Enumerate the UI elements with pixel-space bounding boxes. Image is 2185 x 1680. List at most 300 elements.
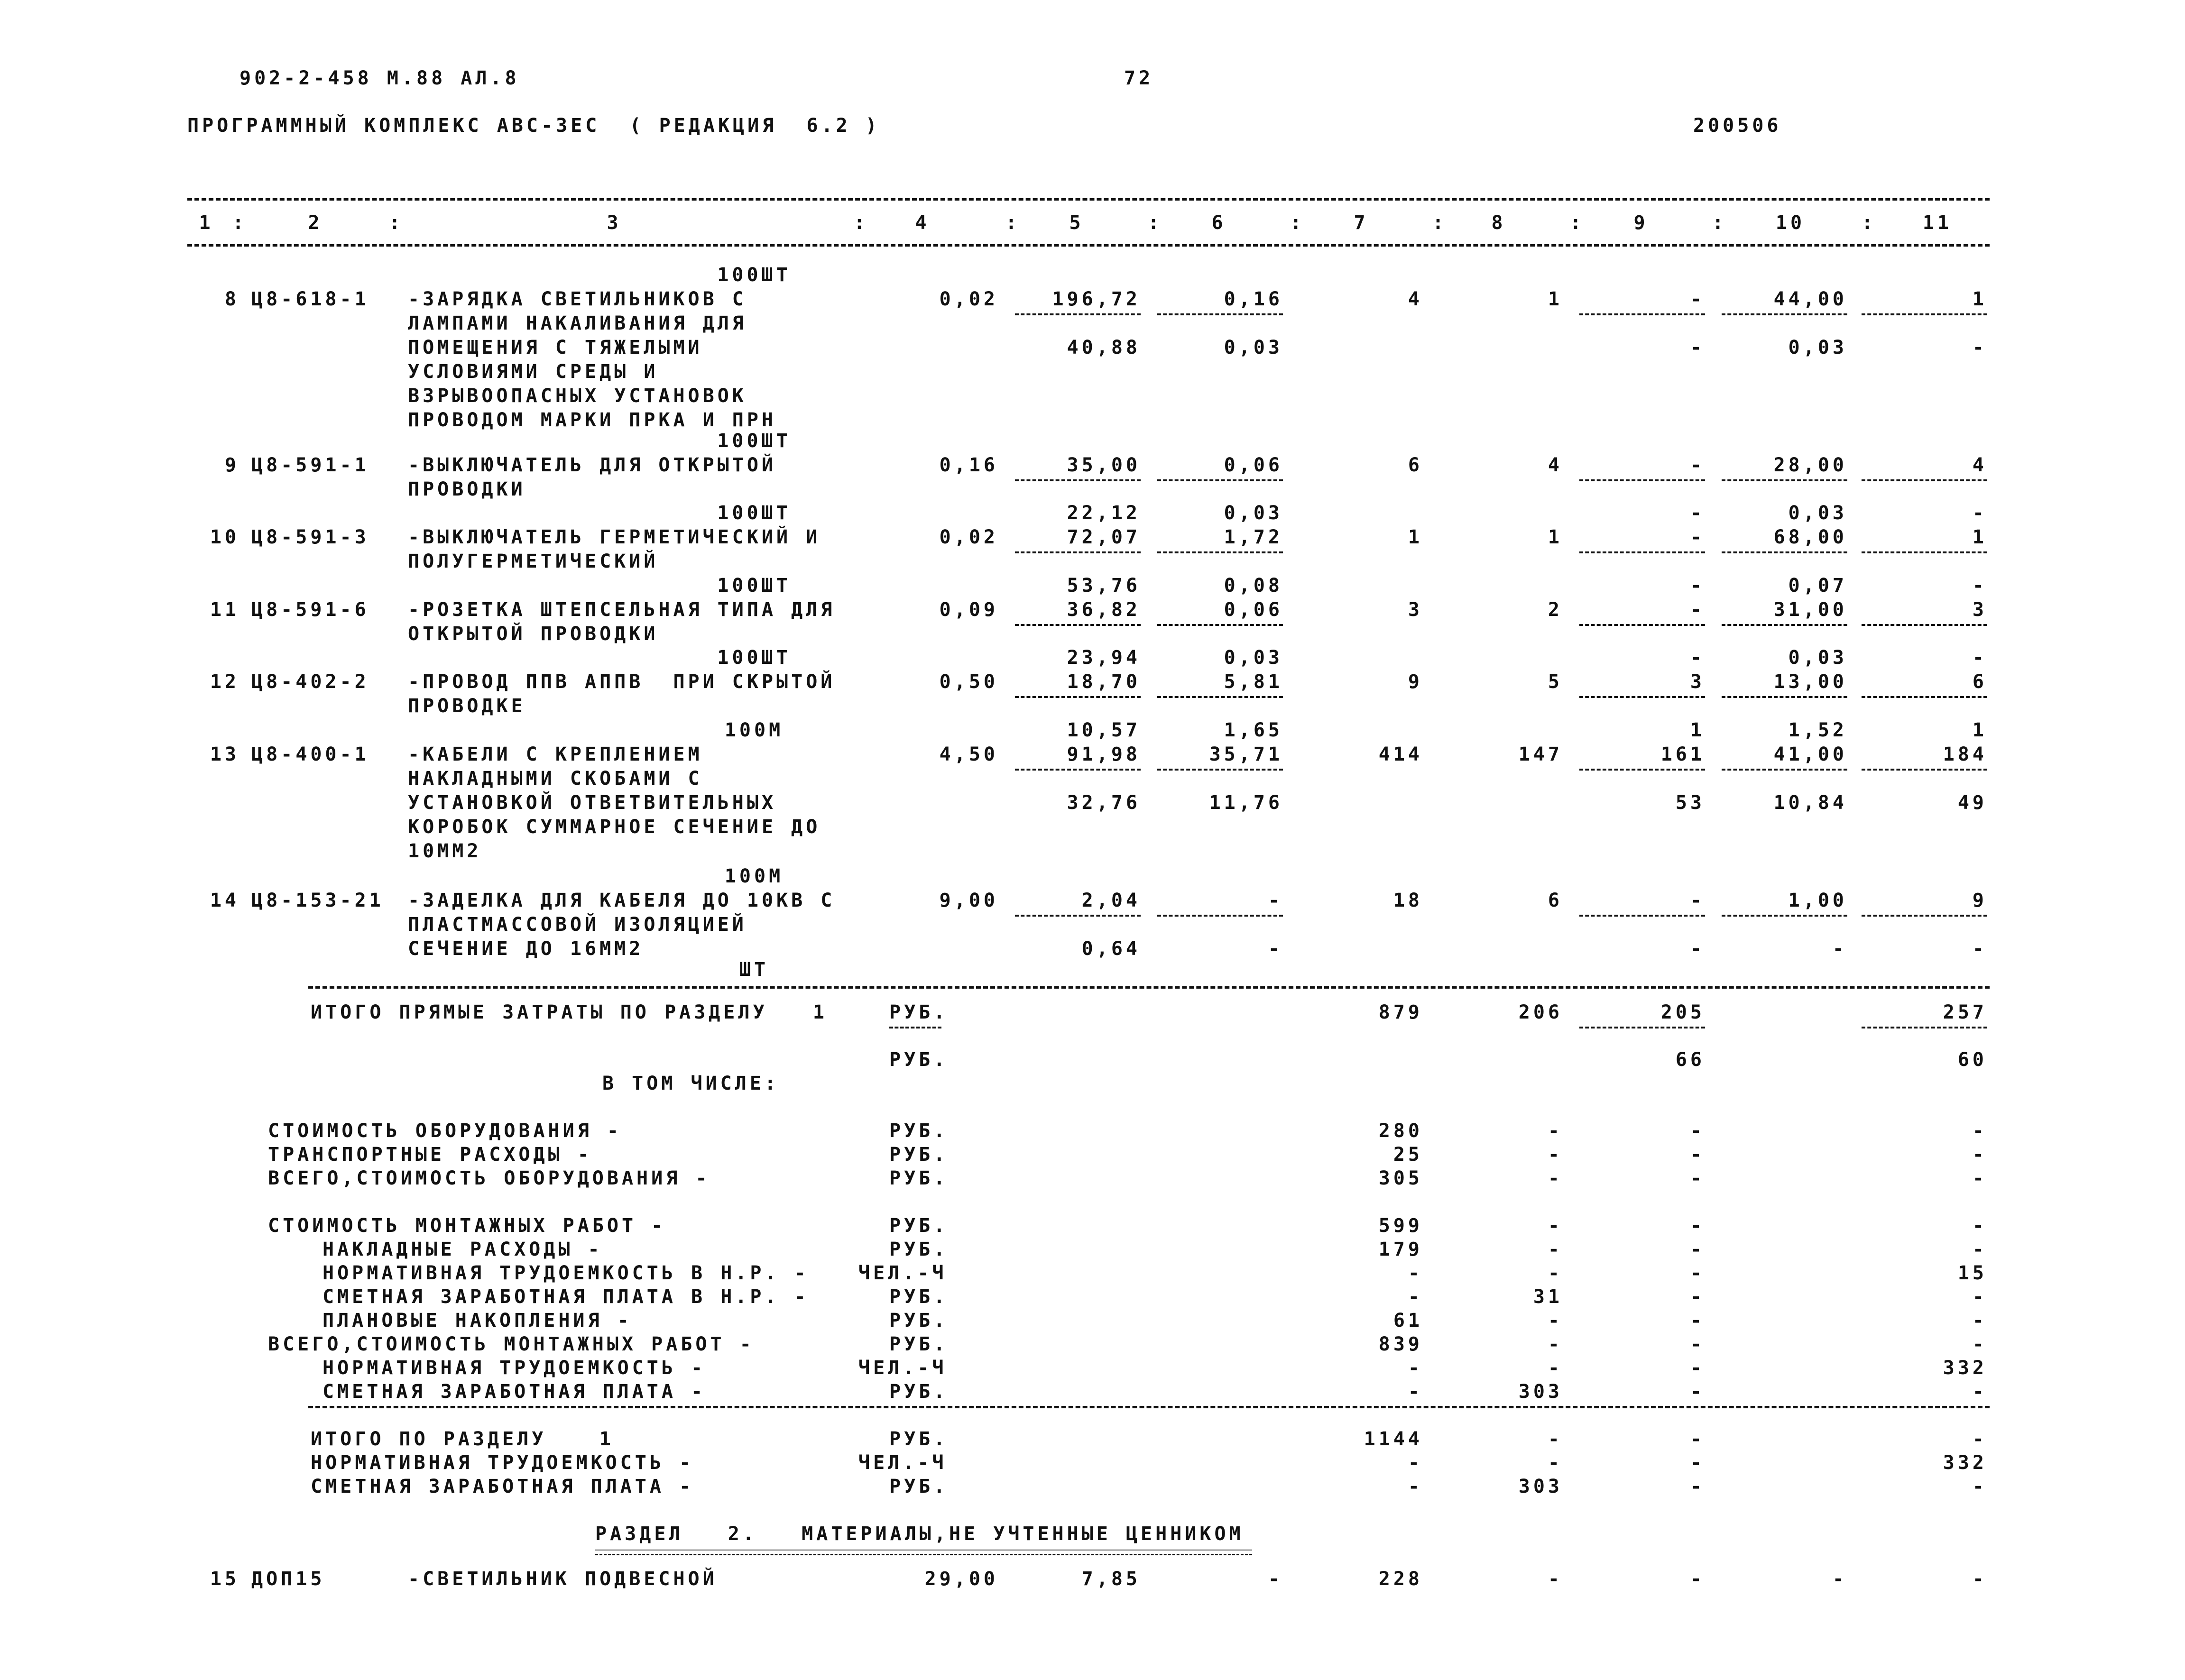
item-c9-secondary: - [1690,938,1705,960]
value-underline [1579,479,1705,481]
item-code: Ц8-591-3 [251,526,369,548]
summary-label: НОРМАТИВНАЯ ТРУДОЕМКОСТЬ - [323,1357,706,1379]
summary-label: ТРАНСПОРТНЫЕ РАСХОДЫ - [268,1144,592,1166]
item-number: 10 [210,526,240,548]
section-total-c9: - [1690,1452,1705,1474]
value-underline [1862,915,1987,917]
summary-c11: - [1972,1239,1987,1260]
item-c11-secondary: 49 [1957,792,1987,814]
column-separator: : [232,212,248,234]
summary-c7: 61 [1393,1310,1423,1331]
summary-c7: - [1408,1357,1423,1379]
column-separator: : [1148,212,1163,234]
item-c11-secondary: - [1972,938,1987,960]
summary-c11: 15 [1957,1262,1987,1284]
section-total-number: 1 [599,1428,614,1450]
item-name-line: ПРОВОДКЕ [408,695,526,717]
column-separator: : [854,212,869,234]
section-total-c7: - [1408,1476,1423,1497]
value-underline [1579,769,1705,771]
item-c4: 0,02 [939,288,998,310]
item-c10-secondary: - [1832,938,1847,960]
summary-c7: - [1408,1381,1423,1403]
summary-c8: - [1548,1262,1563,1284]
item-c8: 4 [1548,454,1563,476]
item-c8: 5 [1548,671,1563,693]
summary-c9: - [1690,1239,1705,1260]
section-total-c8: 303 [1518,1476,1563,1497]
value-underline [1015,313,1141,315]
item-c5-secondary: 10,57 [1067,719,1141,741]
item-c8: 6 [1548,890,1563,911]
item-unit: 100ШТ [717,575,791,597]
item-name-line: УСТАНОВКОЙ ОТВЕТВИТЕЛЬНЫХ [408,792,777,814]
item-c5: 36,82 [1067,599,1141,621]
summary-label: НОРМАТИВНАЯ ТРУДОЕМКОСТЬ В Н.Р. - [323,1262,809,1284]
total-direct-c9: 205 [1660,1001,1705,1023]
item-c8: 1 [1548,288,1563,310]
item-name-line: ПРОВОДОМ МАРКИ ПРКА И ПРН [408,409,777,431]
section2-c5: 7,85 [1081,1568,1141,1590]
item-unit-after: ШТ [739,959,769,981]
value-underline [1579,1027,1705,1028]
item-c11: 3 [1972,599,1987,621]
value-underline [1157,696,1283,698]
item-c9: 161 [1660,744,1705,765]
section-total-rule [308,1406,1990,1408]
item-name-line: ПРОВОДКИ [408,478,526,500]
item-c8: 1 [1548,526,1563,548]
value-underline [1015,696,1141,698]
section2-title: РАЗДЕЛ 2. МАТЕРИАЛЫ,НЕ УЧТЕННЫЕ ЦЕННИКОМ [595,1523,1244,1545]
section-total-c11: - [1972,1476,1987,1497]
item-c5-secondary: 23,94 [1067,647,1141,669]
item-name-line: -СВЕТИЛЬНИК ПОДВЕСНОЙ [408,1568,718,1590]
column-separator: : [1432,212,1447,234]
section2-c8: - [1548,1568,1563,1590]
summary-c7: 25 [1393,1144,1423,1166]
item-c8: 147 [1518,744,1563,765]
summary-c7: 179 [1378,1239,1423,1260]
value-underline [1157,624,1283,626]
summary-c11: - [1972,1333,1987,1355]
summary-c11: - [1972,1310,1987,1331]
total-direct-c9-secondary: 66 [1675,1049,1705,1071]
item-c4: 0,02 [939,526,998,548]
item-c7: 18 [1393,890,1423,911]
item-name-line: КОРОБОК СУММАРНОЕ СЕЧЕНИЕ ДО [408,816,821,838]
value-underline [1722,624,1847,626]
summary-c9: - [1690,1167,1705,1189]
section2-c4: 29,00 [924,1568,998,1590]
totals-rule [308,986,1990,989]
column-number: 1 [199,212,214,234]
item-c9-secondary: - [1690,575,1705,597]
value-underline [1579,696,1705,698]
item-name-line: НАКЛАДНЫМИ СКОБАМИ С [408,768,703,790]
item-c9: - [1690,599,1705,621]
column-number: 2 [308,212,323,234]
summary-c7: 599 [1378,1215,1423,1237]
item-name-line: СЕЧЕНИЕ ДО 16ММ2 [408,938,644,960]
summary-c8: - [1548,1167,1563,1189]
item-name-line: ПОЛУГЕРМЕТИЧЕСКИЙ [408,551,659,572]
section-total-c9: - [1690,1428,1705,1450]
value-underline [1862,551,1987,553]
summary-c9: - [1690,1357,1705,1379]
summary-c7: 280 [1378,1120,1423,1142]
summary-label: СМЕТНАЯ ЗАРАБОТНАЯ ПЛАТА В Н.Р. - [323,1286,809,1308]
summary-c9: - [1690,1310,1705,1331]
program-title: ПРОГРАММНЫЙ КОМПЛЕКС АВС-3ЕС ( РЕДАКЦИЯ 6.2 ) [187,115,880,137]
item-name-line: -РОЗЕТКА ШТЕПСЕЛЬНАЯ ТИПА ДЛЯ [408,599,836,621]
item-c5-secondary: 40,88 [1067,337,1141,358]
item-c10: 44,00 [1773,288,1847,310]
item-c6: 35,71 [1209,744,1283,765]
value-underline [1722,769,1847,771]
total-direct-c11-secondary: 60 [1957,1049,1987,1071]
item-c6-secondary: 0,03 [1224,502,1283,524]
summary-c9: - [1690,1262,1705,1284]
item-c10-secondary: 1,52 [1788,719,1847,741]
value-underline [1722,313,1847,315]
section-total-unit: РУБ. [889,1476,949,1497]
item-c6: 0,06 [1224,599,1283,621]
item-code: Ц8-618-1 [251,288,369,310]
value-underline [1862,313,1987,315]
total-direct-unit: РУБ. [889,1001,949,1023]
item-c4: 0,50 [939,671,998,693]
summary-unit: РУБ. [889,1286,949,1308]
item-c8: 2 [1548,599,1563,621]
item-c6: 1,72 [1224,526,1283,548]
summary-label: СТОИМОСТЬ МОНТАЖНЫХ РАБОТ - [268,1215,666,1237]
summary-c8: 31 [1533,1286,1563,1308]
section-total-label: СМЕТНАЯ ЗАРАБОТНАЯ ПЛАТА - [311,1476,694,1497]
total-direct-label: ИТОГО ПРЯМЫЕ ЗАТРАТЫ ПО РАЗДЕЛУ [311,1001,768,1023]
item-c9: - [1690,526,1705,548]
item-c9-secondary: - [1690,502,1705,524]
item-c10: 68,00 [1773,526,1847,548]
item-number: 12 [210,671,240,693]
column-number: 4 [915,212,930,234]
item-c5: 72,07 [1067,526,1141,548]
summary-unit: ЧЕЛ.-Ч [858,1262,947,1284]
item-unit: 100ШТ [717,264,791,286]
item-c7: 4 [1408,288,1423,310]
column-separator: : [1712,212,1727,234]
section-total-label: ИТОГО ПО РАЗДЕЛУ [311,1428,547,1450]
item-c11-secondary: - [1972,502,1987,524]
value-underline [1862,696,1987,698]
item-c7: 9 [1408,671,1423,693]
item-c5: 196,72 [1052,288,1141,310]
item-name-line: ПОМЕЩЕНИЯ С ТЯЖЕЛЫМИ [408,337,703,358]
summary-c11: - [1972,1381,1987,1403]
item-code: Ц8-591-6 [251,599,369,621]
section2-c10: - [1832,1568,1847,1590]
item-name-line: ЛАМПАМИ НАКАЛИВАНИЯ ДЛЯ [408,312,747,334]
value-underline [1862,624,1987,626]
item-c9: - [1690,454,1705,476]
item-c10: 13,00 [1773,671,1847,693]
item-c11: 9 [1972,890,1987,911]
item-c6-secondary: 0,03 [1224,647,1283,669]
value-underline [1157,915,1283,917]
item-c7: 3 [1408,599,1423,621]
value-underline [1015,915,1141,917]
item-name-line: -ЗАДЕЛКА ДЛЯ КАБЕЛЯ ДО 10КВ С [408,890,836,911]
summary-label: ВСЕГО,СТОИМОСТЬ МОНТАЖНЫХ РАБОТ - [268,1333,755,1355]
section-total-c8: - [1548,1452,1563,1474]
value-underline [1722,915,1847,917]
summary-c8: 303 [1518,1381,1563,1403]
value-underline [1862,479,1987,481]
column-number: 11 [1922,212,1953,234]
item-name-line: -ПРОВОД ППВ АППВ ПРИ СКРЫТОЙ [408,671,836,693]
item-name-line: УСЛОВИЯМИ СРЕДЫ И [408,361,659,383]
value-underline [1722,551,1847,553]
section-total-c9: - [1690,1476,1705,1497]
item-unit: 100М [724,719,784,741]
column-separator: : [389,212,404,234]
summary-c11: - [1972,1215,1987,1237]
section-total-unit: РУБ. [889,1428,949,1450]
summary-c11: 332 [1943,1357,1987,1379]
section2-c7: 228 [1378,1568,1423,1590]
section-total-c11: - [1972,1428,1987,1450]
summary-c9: - [1690,1215,1705,1237]
column-number: 8 [1491,212,1506,234]
item-c5-secondary: 22,12 [1067,502,1141,524]
summary-c9: - [1690,1333,1705,1355]
value-underline [1157,313,1283,315]
summary-label: НАКЛАДНЫЕ РАСХОДЫ - [323,1239,603,1260]
column-separator: : [1570,212,1585,234]
summary-label: СМЕТНАЯ ЗАРАБОТНАЯ ПЛАТА - [323,1381,706,1403]
section2-c9: - [1690,1568,1705,1590]
section-total-c7: 1144 [1364,1428,1423,1450]
item-name-line: ОТКРЫТОЙ ПРОВОДКИ [408,623,659,645]
value-underline [1579,313,1705,315]
summary-c8: - [1548,1144,1563,1166]
column-separator: : [1005,212,1021,234]
item-name-line: -КАБЕЛИ С КРЕПЛЕНИЕМ [408,744,703,765]
summary-label: ВСЕГО,СТОИМОСТЬ ОБОРУДОВАНИЯ - [268,1167,710,1189]
item-number: 15 [210,1568,240,1590]
column-separator: : [1862,212,1877,234]
value-underline [1579,551,1705,553]
column-number: 3 [607,212,622,234]
total-direct-unit2: РУБ. [889,1049,949,1071]
summary-c7: - [1408,1262,1423,1284]
item-c9-secondary: 53 [1675,792,1705,814]
item-c10-secondary: 0,03 [1788,502,1847,524]
item-c11-secondary: 1 [1972,719,1987,741]
item-c5: 2,04 [1081,890,1141,911]
section-total-label: НОРМАТИВНАЯ ТРУДОЕМКОСТЬ - [311,1452,694,1474]
section2-c11: - [1972,1568,1987,1590]
item-c11: 4 [1972,454,1987,476]
value-underline [1579,915,1705,917]
value-underline [1157,551,1283,553]
summary-c8: - [1548,1310,1563,1331]
section2-c6: - [1268,1568,1283,1590]
summary-label: СТОИМОСТЬ ОБОРУДОВАНИЯ - [268,1120,622,1142]
value-underline [1579,624,1705,626]
item-number: 14 [210,890,240,911]
item-c11: 1 [1972,288,1987,310]
item-name-line: 10ММ2 [408,840,482,862]
item-c7: 1 [1408,526,1423,548]
summary-c11: - [1972,1167,1987,1189]
item-c11: 6 [1972,671,1987,693]
item-c11-secondary: - [1972,337,1987,358]
item-c6-secondary: 0,08 [1224,575,1283,597]
summary-unit: РУБ. [889,1239,949,1260]
item-number: 13 [210,744,240,765]
summary-unit: РУБ. [889,1215,949,1237]
item-unit: 100М [724,865,784,887]
value-underline [1862,769,1987,771]
item-c5-secondary: 0,64 [1081,938,1141,960]
item-c5: 91,98 [1067,744,1141,765]
item-c10: 31,00 [1773,599,1847,621]
summary-unit: РУБ. [889,1120,949,1142]
summary-c9: - [1690,1144,1705,1166]
item-c6-secondary: 11,76 [1209,792,1283,814]
item-c6: - [1268,890,1283,911]
item-c10-secondary: 0,03 [1788,647,1847,669]
doc-code: 902-2-458 М.88 АЛ.8 [240,67,520,89]
summary-c8: - [1548,1239,1563,1260]
column-number: 7 [1354,212,1369,234]
item-name-line: -ЗАРЯДКА СВЕТИЛЬНИКОВ С [408,288,747,310]
summary-c9: - [1690,1286,1705,1308]
summary-unit: ЧЕЛ.-Ч [858,1357,947,1379]
section2-underline [595,1550,1252,1555]
summary-label: ПЛАНОВЫЕ НАКОПЛЕНИЯ - [323,1310,632,1331]
summary-c11: - [1972,1144,1987,1166]
item-c5: 35,00 [1067,454,1141,476]
value-underline [1015,479,1141,481]
value-underline [1015,624,1141,626]
item-c4: 0,16 [939,454,998,476]
item-c9-secondary: 1 [1690,719,1705,741]
summary-c7: 305 [1378,1167,1423,1189]
column-number: 9 [1633,212,1649,234]
including-label: В ТОМ ЧИСЛЕ: [602,1073,779,1094]
summary-c11: - [1972,1120,1987,1142]
item-name-line: -ВЫКЛЮЧАТЕЛЬ ДЛЯ ОТКРЫТОЙ [408,454,777,476]
summary-c8: - [1548,1215,1563,1237]
item-c6: 0,16 [1224,288,1283,310]
item-c9-secondary: - [1690,337,1705,358]
summary-c9: - [1690,1381,1705,1403]
summary-c9: - [1690,1120,1705,1142]
item-code: ДОП15 [251,1568,325,1590]
item-code: Ц8-591-1 [251,454,369,476]
summary-c8: - [1548,1120,1563,1142]
column-number: 6 [1211,212,1226,234]
column-separator: : [1290,212,1305,234]
value-underline [1015,551,1141,553]
item-unit: 100ШТ [717,430,791,452]
column-number: 10 [1775,212,1806,234]
item-c4: 9,00 [939,890,998,911]
summary-unit: РУБ. [889,1381,949,1403]
item-c10-secondary: 0,07 [1788,575,1847,597]
item-c4: 0,09 [939,599,998,621]
item-c9-secondary: - [1690,647,1705,669]
table-top-rule [187,198,1990,201]
item-c6-secondary: - [1268,938,1283,960]
summary-c7: - [1408,1286,1423,1308]
item-c9: 3 [1690,671,1705,693]
summary-unit: РУБ. [889,1310,949,1331]
total-direct-section: 1 [812,1001,828,1023]
item-number: 9 [224,454,240,476]
value-underline [1015,769,1141,771]
item-c10-secondary: 0,03 [1788,337,1847,358]
summary-c8: - [1548,1333,1563,1355]
unit-underline [889,1027,941,1028]
section-total-c7: - [1408,1452,1423,1474]
total-direct-c11: 257 [1943,1001,1987,1023]
item-c6-secondary: 0,03 [1224,337,1283,358]
value-underline [1862,1027,1987,1028]
item-number: 8 [224,288,240,310]
item-c7: 414 [1378,744,1423,765]
summary-unit: РУБ. [889,1333,949,1355]
item-c6: 5,81 [1224,671,1283,693]
item-code: Ц8-402-2 [251,671,369,693]
page-number: 72 [1124,67,1154,89]
item-c5-secondary: 53,76 [1067,575,1141,597]
section-total-c11: 332 [1943,1452,1987,1474]
item-c11-secondary: - [1972,575,1987,597]
summary-unit: РУБ. [889,1144,949,1166]
item-name-line: ВЗРЫВООПАСНЫХ УСТАНОВОК [408,385,747,407]
item-name-line: -ВЫКЛЮЧАТЕЛЬ ГЕРМЕТИЧЕСКИЙ И [408,526,821,548]
summary-c7: 839 [1378,1333,1423,1355]
summary-c11: - [1972,1286,1987,1308]
total-direct-c8: 206 [1518,1001,1563,1023]
item-code: Ц8-400-1 [251,744,369,765]
item-c11-secondary: - [1972,647,1987,669]
total-direct-c7: 879 [1378,1001,1423,1023]
item-c10: 28,00 [1773,454,1847,476]
item-c7: 6 [1408,454,1423,476]
item-c10-secondary: 10,84 [1773,792,1847,814]
item-c11: 184 [1943,744,1987,765]
item-c9: - [1690,890,1705,911]
item-c4: 4,50 [939,744,998,765]
value-underline [1157,769,1283,771]
summary-c8: - [1548,1357,1563,1379]
value-underline [1722,696,1847,698]
item-c6-secondary: 1,65 [1224,719,1283,741]
item-c6: 0,06 [1224,454,1283,476]
value-underline [1157,479,1283,481]
program-code: 200506 [1693,115,1782,137]
item-c9: - [1690,288,1705,310]
item-c11: 1 [1972,526,1987,548]
item-code: Ц8-153-21 [251,890,384,911]
section-total-unit: ЧЕЛ.-Ч [858,1452,947,1474]
item-number: 11 [210,599,240,621]
item-c10: 1,00 [1788,890,1847,911]
